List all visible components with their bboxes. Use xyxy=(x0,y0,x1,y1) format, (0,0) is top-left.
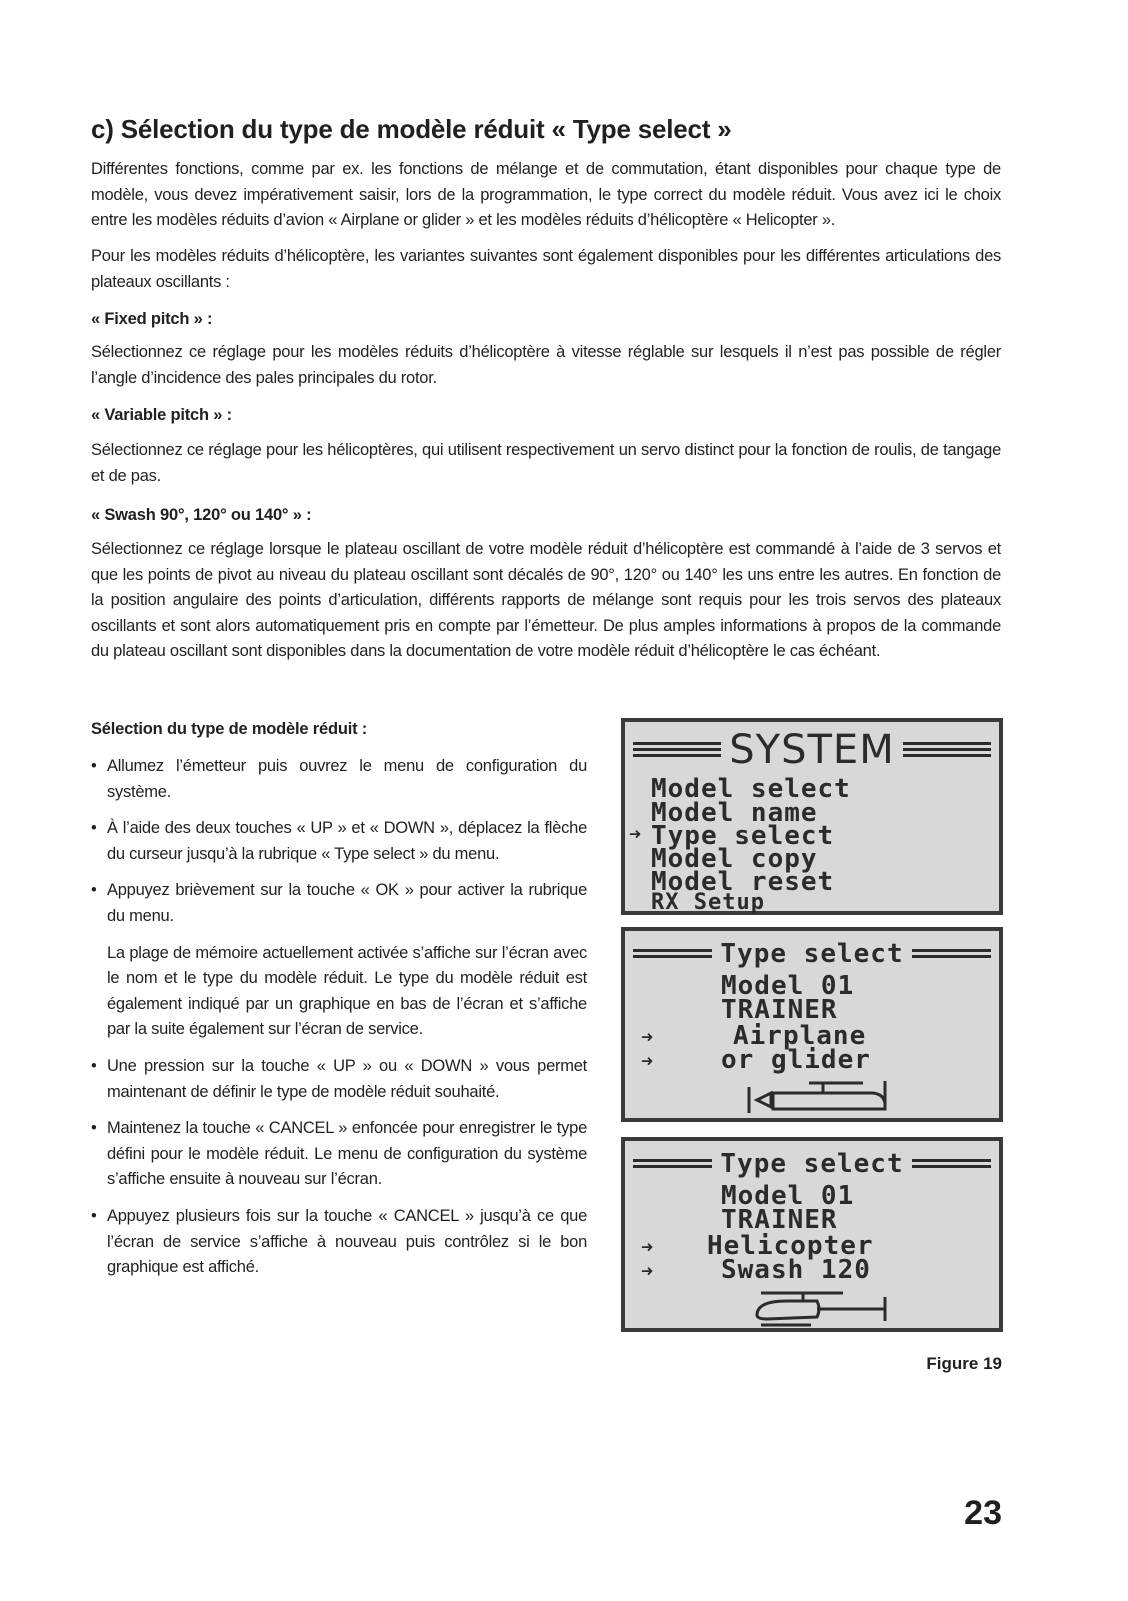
airplane-icon xyxy=(743,1079,893,1117)
menu-item: Model select xyxy=(651,774,851,804)
screen-header: Type select xyxy=(720,939,904,969)
lcd-screen-helicopter xyxy=(621,1137,1003,1332)
bullet-icon: • xyxy=(91,881,97,900)
section-title: c) Sélection du type de modèle réduit « Type select » xyxy=(91,114,732,144)
fixed-pitch-text: Sélectionnez ce réglage pour les modèles réduits d’hélicoptère à vitesse réglable sur lesquels il n’est pas possible de régler l’angle d’incidence des pales principales du rotor. xyxy=(91,343,1001,387)
screen-header: Type select xyxy=(720,1149,904,1179)
bullet-icon: • xyxy=(91,757,97,775)
type-option: Helicopter xyxy=(707,1231,874,1261)
screen-header: SYSTEM xyxy=(729,727,895,773)
menu-item: RX Setup xyxy=(651,890,765,915)
list-item: • Une pression sur la touche « UP » ou « DOWN » vous permet maintenant de définir le type de modèle réduit souhaité. xyxy=(91,1054,587,1105)
step-note: La plage de mémoire actuellement activée s’affiche sur l’écran avec le nom et le type du modèle réduit. Le type du modèle réduit est également indiqué par un graphique en bas de l’écran et s’affiche par la suite également sur l’écran de service. xyxy=(107,943,587,1039)
menu-item: Model name xyxy=(651,798,818,828)
arrow-right-icon: ➜ xyxy=(629,822,642,846)
list-item: • Allumez l’émetteur puis ouvrez le menu de configuration du système. xyxy=(91,754,587,805)
steps-list xyxy=(91,754,587,1292)
menu-item-selected: Type select xyxy=(651,821,835,851)
list-item: • Appuyez plusieurs fois sur la touche « CANCEL » jusqu’à ce que l’écran de service s’affiche à nouveau puis contrôlez si le bon graphique est affiché. xyxy=(91,1204,587,1281)
arrow-right-icon: ➜ xyxy=(641,1049,654,1073)
helicopter-icon xyxy=(747,1289,897,1329)
variants-paragraph: Pour les modèles réduits d’hélicoptère, les variantes suivantes sont également disponibles pour les différentes articulations des plateaux oscillants : xyxy=(91,247,1001,291)
arrow-right-icon: ➜ xyxy=(641,1235,654,1259)
bullet-icon: • xyxy=(91,1119,97,1138)
bullet-icon: • xyxy=(91,819,97,838)
variable-pitch-heading: « Variable pitch » : xyxy=(91,406,232,424)
model-number: Model 01 xyxy=(721,1181,855,1211)
figure-caption: Figure 19 xyxy=(926,1354,1002,1373)
lcd-screen-airplane xyxy=(621,927,1003,1122)
model-name: TRAINER xyxy=(721,995,838,1025)
bullet-icon: • xyxy=(91,1056,97,1075)
list-item: • Maintenez la touche « CANCEL » enfoncée pour enregistrer le type défini pour le modèle réduit. Le menu de configuration du système s’affiche ensuite à nouveau sur l’écran. xyxy=(91,1116,587,1193)
swash-text: Sélectionnez ce réglage lorsque le plateau oscillant de votre modèle réduit d’hélicoptère est commandé à l’aide de 3 servos et que les points de pivot au niveau du plateau oscillant sont décalés de 90°, 120° ou 140° les uns entre les autres. En fonction de la position angulaire des points d’articulation, différents rapports de mélange sont requis pour les trois servos des plateaux oscillants et sont alors automatiquement pris en compte par l’émetteur. De plus amples informations à propos de la commande du plateau oscillant sont disponibles dans la documentation de votre modèle réduit d’hélicoptère le cas échéant. xyxy=(91,540,1001,661)
swash-heading: « Swash 90°, 120° ou 140° » : xyxy=(91,506,312,524)
type-option: or glider xyxy=(721,1045,871,1075)
type-option: Swash 120 xyxy=(721,1255,871,1285)
lcd-screen-system xyxy=(621,718,1003,915)
menu-item: Model copy xyxy=(651,844,818,874)
variable-pitch-text: Sélectionnez ce réglage pour les hélicoptères, qui utilisent respectivement un servo distinct pour la fonction de roulis, de tangage et de pas. xyxy=(91,441,1001,485)
model-number: Model 01 xyxy=(721,971,855,1001)
list-item: • Appuyez brièvement sur la touche « OK » pour activer la rubrique du menu. La plage de mémoire actuellement activée s’affiche sur l’écran avec le nom et le type du modèle réduit. Le type du modèle réduit est également indiqué par un graphique en bas de l’écran et s’affiche par la suite également sur l’écran de service. xyxy=(91,878,587,1043)
arrow-right-icon: ➜ xyxy=(641,1025,654,1049)
menu-item: Model reset xyxy=(651,867,835,897)
bullet-icon: • xyxy=(91,1206,97,1225)
page-number: 23 xyxy=(964,1494,1002,1532)
type-option: Airplane xyxy=(733,1021,867,1051)
fixed-pitch-heading: « Fixed pitch » : xyxy=(91,310,213,328)
steps-heading: Sélection du type de modèle réduit : xyxy=(91,720,368,738)
intro-paragraph: Différentes fonctions, comme par ex. les fonctions de mélange et de commutation, étant disponibles pour chaque type de modèle, vous devez impérativement saisir, lors de la programmation, le type correct du modèle réduit. Vous avez ici le choix entre les modèles réduits d’avion « Airplane or glider » et les modèles réduits d’hélicoptère « Helicopter ». xyxy=(91,160,1001,230)
model-name: TRAINER xyxy=(721,1205,838,1235)
arrow-right-icon: ➜ xyxy=(641,1259,654,1283)
list-item: • À l’aide des deux touches « UP » et « DOWN », déplacez la flèche du curseur jusqu’à la rubrique « Type select » du menu. xyxy=(91,816,587,867)
